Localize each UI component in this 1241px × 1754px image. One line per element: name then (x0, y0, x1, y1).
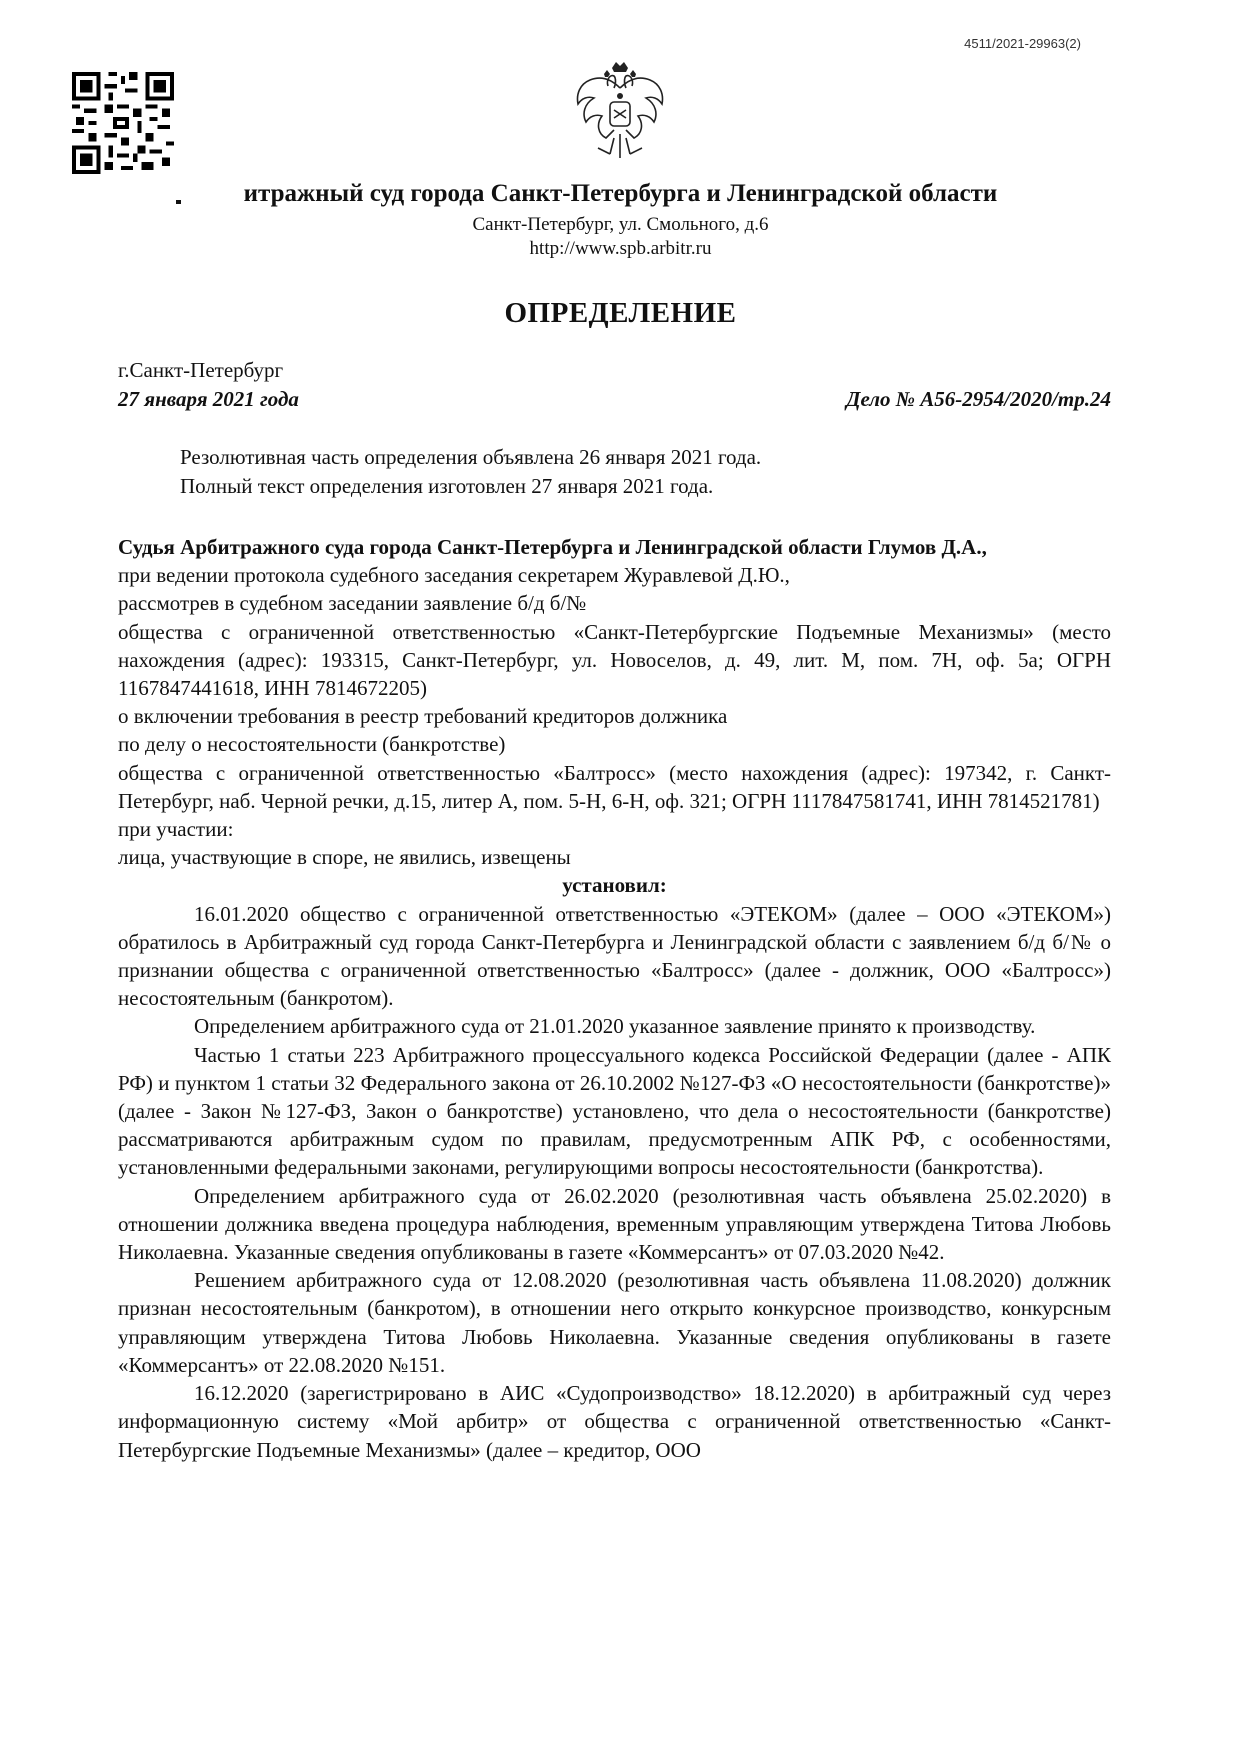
decision-date: 27 января 2021 года (118, 387, 299, 411)
intro-line: общества с ограниченной ответственностью «Балтросс» (место нахождения (адрес): 197342, г. Санкт-Петербург, наб. Черной речки, д.15, литер А, пом. 5-Н, 6-Н, оф. 321; ОГРН 1117847581741, ИНН 7814521781) (118, 760, 1111, 813)
intro-line: при ведении протокола судебного заседания секретарем Журавлевой Д.Ю., (118, 563, 790, 588)
document-title: ОПРЕДЕЛЕНИЕ (504, 297, 737, 329)
resolution-line: Резолютивная часть определения объявлена 26 января 2021 года. (180, 445, 762, 469)
case-number: Дело № А56-2954/2020/тр.24 (846, 387, 1111, 411)
city: г.Санкт-Петербург (118, 358, 284, 382)
resolution-line: Полный текст определения изготовлен 27 января 2021 года. (180, 474, 714, 498)
judge-line: Судья Арбитражного суда города Санкт-Петербурга и Ленинградской области Глумов Д.А., (118, 535, 987, 559)
paragraph: Решением арбитражного суда от 12.08.2020 (резолютивная часть объявлена 11.08.2020) должник признан несостоятельным (банкротом), в отношении него открыто конкурсное производство, конкурсным управляющим утверждена Титова Любовь Николаевна. Указанные сведения опубликованы в газете «Коммерсантъ» от 22.08.2020 №151. (118, 1268, 1111, 1377)
intro-line: при участии: (118, 817, 234, 842)
intro-line: рассмотрев в судебном заседании заявление б/д б/№ (118, 591, 587, 616)
document-body (118, 533, 1111, 1464)
intro-line: общества с ограниченной ответственностью «Санкт-Петербургские Подъемные Механизмы» (место нахождения (адрес): 193315, Санкт-Петербург, ул. Новоселов, д. 49, лит. М, пом. 7Н, оф. 5а; ОГРН 1167847441618, ИНН 7814672205) (118, 619, 1111, 701)
paragraph: Частью 1 статьи 223 Арбитражного процессуального кодекса Российской Федерации (далее - АПК РФ) и пунктом 1 статьи 32 Федерального закона от 26.10.2002 №127-ФЗ «О несостоятельности (банкротстве)» (далее - Закон №127-ФЗ, Закон о банкротстве) установлено, что дела о несостоятельности (банкротстве) рассматриваются арбитражным судом по правилам, предусмотренным АПК РФ, с особенностями, установленными федеральными законами, регулирующими вопросы несостоятельности (банкротства). (118, 1042, 1111, 1180)
court-address: Санкт-Петербург, ул. Смольного, д.6 (472, 214, 769, 235)
intro-line: по делу о несостоятельности (банкротстве) (118, 732, 506, 757)
qr-code-icon (72, 72, 174, 174)
paragraph: Определением арбитражного суда от 26.02.2020 (резолютивная часть объявлена 25.02.2020) в отношении должника введена процедура наблюдения, временным управляющим утверждена Титова Любовь Николаевна. Указанные сведения опубликованы в газете «Коммерсантъ» от 07.03.2020 №42. (118, 1183, 1111, 1265)
coat-of-arms-icon (568, 58, 672, 168)
paragraph: 16.01.2020 общество с ограниченной ответственностью «ЭТЕКОМ» (далее – ООО «ЭТЕКОМ») обратилось в Арбитражный суд города Санкт-Петербурга и Ленинградской области с заявлением б/д б/№ о признании общества с ограниченной ответственностью «Балтросс» (далее - должник, ООО «Балтросс») несостоятельным (банкротом). (118, 901, 1111, 1011)
intro-line: о включении требования в реестр требований кредиторов должника (118, 704, 728, 729)
resolution-notes (180, 443, 761, 501)
paragraph: 16.12.2020 (зарегистрировано в АИС «Судопроизводство» 18.12.2020) в арбитражный суд через информационную систему «Мой арбитр» от общества с ограниченной ответственностью «Санкт-Петербургские Подъемные Механизмы» (далее – кредитор, ООО (118, 1381, 1111, 1462)
intro-line: лица, участвующие в споре, не явились, извещены (118, 845, 571, 870)
court-name: итражный суд города Санкт-Петербурга и Ленинградской области (243, 180, 998, 207)
established-heading: установил: (562, 873, 667, 898)
court-website-link[interactable]: http://www.spb.arbitr.ru (529, 238, 712, 259)
paragraph: Определением арбитражного суда от 21.01.2020 указанное заявление принято к производству. (194, 1014, 1036, 1039)
document-number: 4511/2021-29963(2) (964, 36, 1081, 51)
